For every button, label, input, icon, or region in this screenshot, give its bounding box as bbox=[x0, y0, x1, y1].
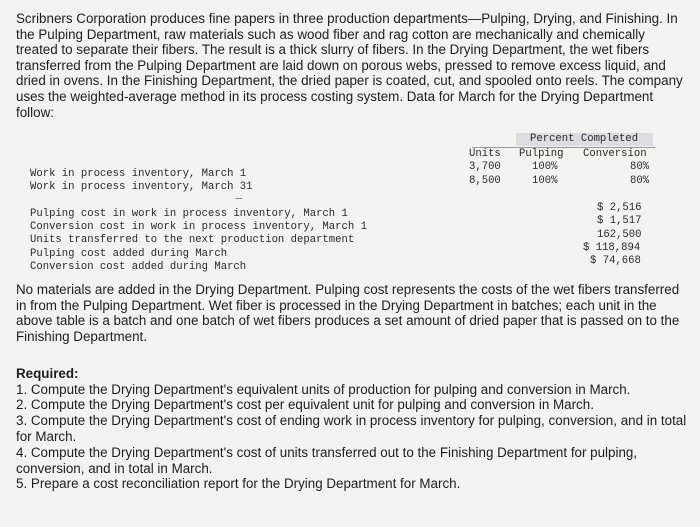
cost-label-3: Units transferred to the next production department bbox=[30, 234, 355, 246]
required-item-4: 4. Compute the Drying Department's cost of units transferred out to the Finishing Department for pulping, conversion, and in total in March. bbox=[16, 445, 638, 476]
cost-value-5: $ 74,668 bbox=[590, 255, 641, 267]
cost-label-4: Pulping cost added during March bbox=[30, 248, 228, 260]
cost-value-1: $ 2,516 bbox=[597, 202, 642, 214]
intro-paragraph: Scribners Corporation produces fine papers in three production departments—Pulping, Drying, and Finishing. In the Pulping Department, raw materials such as wood fiber and rag cotton are mechanically and chemically treated to separate their fibers. The result is a thick slurry of fibers. In the Drying Department, the wet fibers transferred from the Pulping Department are laid down on porous webs, pressed to remove excess liquid, and dried in ovens. In the Finishing Department, the dried paper is coated, cut, and spooled onto reels. The company uses the weighted-average method in its process costing system. Data for March for the Drying Department follow: bbox=[16, 11, 683, 120]
wip-march31-conversion: 80% bbox=[630, 175, 650, 187]
required-item-3: 3. Compute the Drying Department's cost of ending work in process inventory for pulping, conversion, and in total for March. bbox=[16, 413, 687, 444]
required-item-5: 5. Prepare a cost reconciliation report for the Drying Department for March. bbox=[16, 476, 461, 491]
cost-value-4: $ 118,894 bbox=[583, 242, 641, 254]
wip-march1-conversion: 80% bbox=[630, 161, 650, 173]
required-heading: Required: bbox=[16, 366, 79, 381]
wip-march1-label: Work in process inventory, March 1 bbox=[30, 168, 247, 180]
conversion-header: Conversion bbox=[583, 148, 647, 160]
wip-march31-pulping: 100% bbox=[532, 175, 558, 187]
cost-label-2: Conversion cost in work in process inventory, March 1 bbox=[30, 221, 367, 233]
middle-paragraph: No materials are added in the Drying Department. Pulping cost represents the costs of the wet fibers transferred in from the Pulping Department. Wet fiber is processed in the Drying Department in batches; each unit in the above table is a batch and one batch of wet fibers produces a set amount of dried paper that is passed on to the Finishing Department. bbox=[16, 282, 680, 344]
cost-value-3: 162,500 bbox=[597, 229, 642, 241]
divider-mark bbox=[236, 198, 242, 199]
cost-label-5: Conversion cost added during March bbox=[30, 261, 247, 273]
wip-march1-units: 3,700 bbox=[469, 161, 501, 173]
wip-march31-label: Work in process inventory, March 31 bbox=[30, 181, 253, 193]
required-item-1: 1. Compute the Drying Department's equivalent units of production for pulping and conversion in March. bbox=[16, 382, 631, 397]
header-separator bbox=[472, 147, 655, 148]
wip-march31-units: 8,500 bbox=[469, 175, 501, 187]
pulping-header: Pulping bbox=[519, 148, 564, 160]
required-item-2: 2. Compute the Drying Department's cost per equivalent unit for pulping and conversion in March. bbox=[16, 397, 594, 412]
percent-completed-header: Percent Completed bbox=[530, 133, 639, 145]
wip-march1-pulping: 100% bbox=[532, 161, 558, 173]
units-header: Units bbox=[469, 148, 501, 160]
cost-value-2: $ 1,517 bbox=[597, 215, 642, 227]
cost-label-1: Pulping cost in work in process inventory, March 1 bbox=[30, 208, 348, 220]
